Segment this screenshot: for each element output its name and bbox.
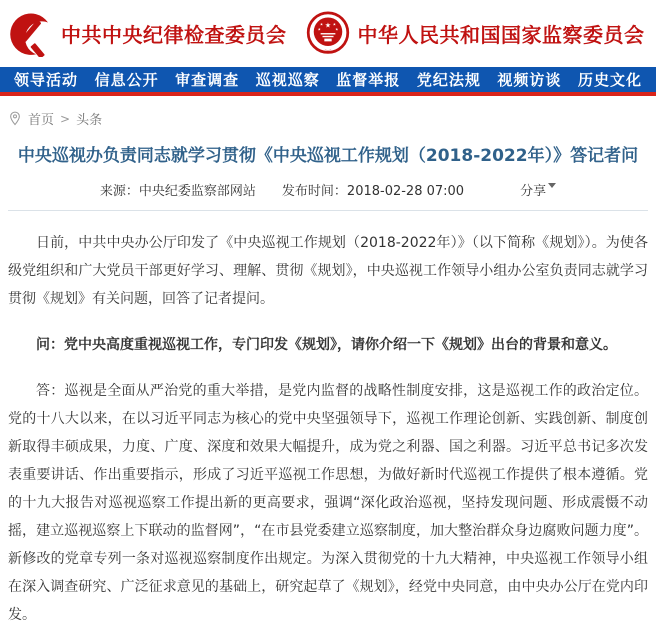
breadcrumb <box>8 109 648 128</box>
breadcrumb-separator: > <box>60 111 71 126</box>
nav-item-party-rules[interactable]: 党纪法规 <box>416 71 481 89</box>
article-source: 来源：中央纪委监察部网站 <box>99 183 256 199</box>
nav-item-history-culture[interactable]: 历史文化 <box>577 71 642 89</box>
nsc-home-link[interactable] <box>305 11 645 57</box>
national-emblem-icon <box>305 11 351 57</box>
svg-text:★: ★ <box>332 22 336 27</box>
svg-text:★: ★ <box>319 22 323 27</box>
site-header <box>0 0 656 67</box>
article-publish-time: 发布时间：2018-02-28 07:00 <box>281 183 465 199</box>
paragraph-answer-1: 答：巡视是全面从严治党的重大举措，是党内监督的战略性制度安排，这是巡视工作的政治定位。党的十八大以来，在以习近平同志为核心的党中央坚强领导下，巡视工作理论创新、实践创新、制度创新取得丰硕成果，力度、广度、深度和效果大幅提升，成为党之利器、国之利器。习近平总书记多次发表重要讲话、作出重要指示，形成了习近平巡视工作思想，为做好新时代巡视工作提供了根本遵循。党的十九大报告对巡视巡察工作提出新的更高要求，强调“深化政治巡视，坚持发现问题、形成震慑不动摇，建立巡视巡察上下联动的监督网”，“在市县党委建立巡察制度，加大整治群众身边腐败问题力度”。新修改的党章专列一条对巡视巡察制度作出规定。为深入贯彻党的十九大精神，中央巡视工作领导小组在深入调查研究、广泛征求意见的基础上，研究起草了《规划》，经党中央同意，由中央办公厅在党内印发。 <box>8 382 648 623</box>
org-name-ccdi: 中共中央纪律检查委员会 <box>61 23 287 47</box>
nav-item-video-interview[interactable]: 视频访谈 <box>497 71 562 89</box>
paragraph-question-1: 问：党中央高度重视巡视工作，专门印发《规划》，请你介绍一下《规划》出台的背景和意义。 <box>36 336 617 353</box>
article-title: 中央巡视办负责同志就学习贯彻《中央巡视工作规划（2018-2022年）》答记者问 <box>17 146 639 166</box>
nav-item-leadership[interactable]: 领导活动 <box>14 71 79 89</box>
svg-text:★: ★ <box>334 26 338 31</box>
article-meta <box>8 180 648 199</box>
svg-text:★: ★ <box>324 21 331 30</box>
breadcrumb-home[interactable]: 首页 <box>28 113 55 128</box>
ccdi-home-link[interactable] <box>8 11 287 57</box>
breadcrumb-current: 头条 <box>76 113 103 128</box>
main-nav <box>0 67 656 96</box>
share-label: 分享 <box>520 183 547 199</box>
location-pin-icon <box>8 111 22 126</box>
nav-item-review-investigation[interactable]: 审查调查 <box>175 71 240 89</box>
svg-text:★: ★ <box>317 26 321 31</box>
nav-item-inspection[interactable]: 巡视巡察 <box>255 71 320 89</box>
article-body <box>8 211 648 629</box>
party-emblem-icon <box>8 11 54 57</box>
share-button[interactable] <box>520 180 556 199</box>
article-page <box>0 109 656 629</box>
nav-item-supervision-report[interactable]: 监督举报 <box>336 71 401 89</box>
org-name-nsc: 中华人民共和国国家监察委员会 <box>357 23 645 47</box>
chevron-down-icon <box>548 183 556 188</box>
paragraph-intro: 日前，中共中央办公厅印发了《中央巡视工作规划（2018-2022年）》（以下简称《规划》）。为使各级党组织和广大党员干部更好学习、理解、贯彻《规划》，中央巡视工作领导小组办公室负责同志就学习贯彻《规划》有关问题，回答了记者提问。 <box>8 234 648 307</box>
nav-item-info-disclosure[interactable]: 信息公开 <box>94 71 159 89</box>
